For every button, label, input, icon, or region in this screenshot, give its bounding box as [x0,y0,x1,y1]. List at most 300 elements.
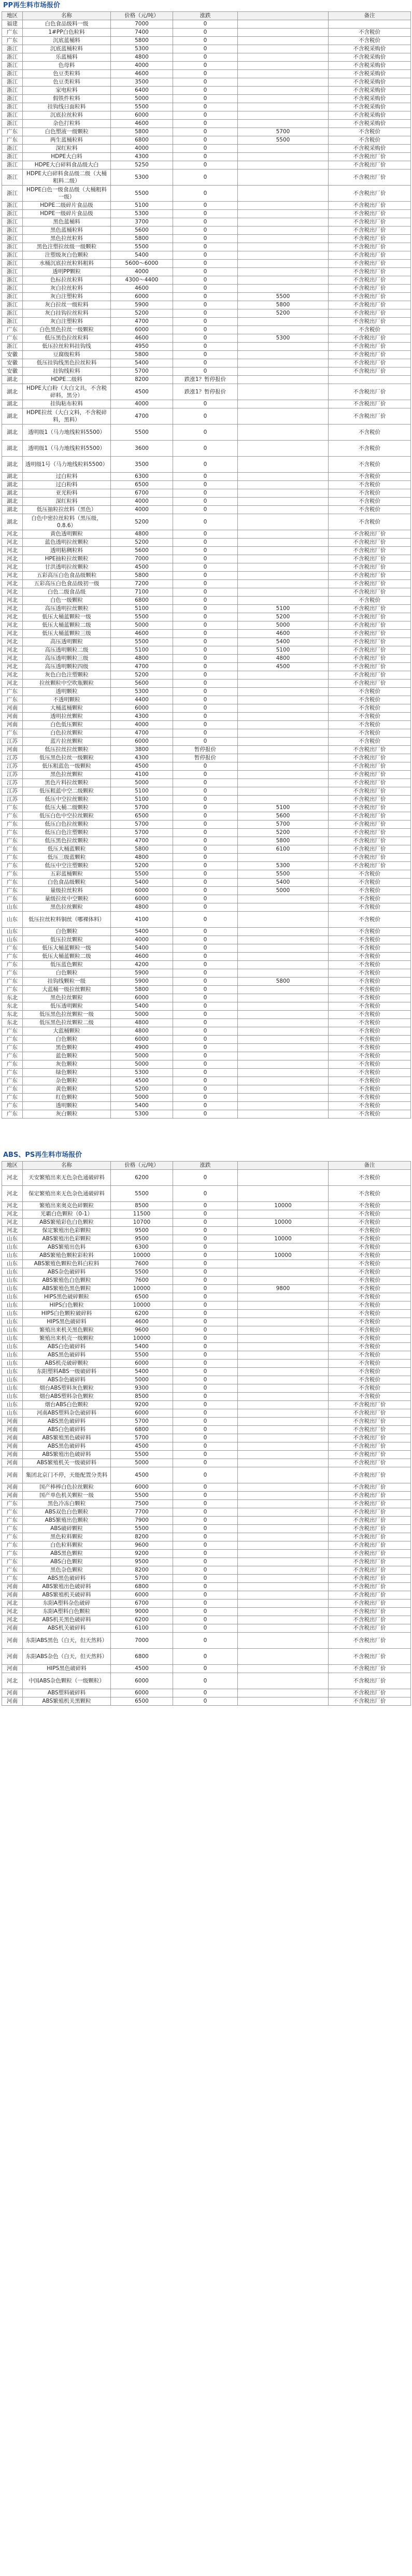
cell-region: 河北 [2,680,23,688]
cell-extra [238,1649,329,1665]
cell-note: 不含税价 [329,136,411,145]
cell-name: 保定繁殖出色彩颗粒 [23,1227,111,1235]
cell-change: 0 [173,260,238,268]
header-region: 地区 [2,1162,23,1170]
cell-name: 白色食品级料一级 [23,20,111,29]
cell-name: 低压黑色拉丝颗粒一级 [23,1011,111,1019]
cell-region: 浙江 [2,70,23,78]
cell-name: HDPE拉丝（大白文料，不含税碎料，黑料） [23,408,111,424]
table-row [2,613,411,621]
table-row [2,1665,411,1673]
cell-name: ABS机关破碎料 [23,1624,111,1633]
cell-note: 不含税价 [329,1170,411,1186]
cell-change: 0 [173,326,238,334]
cell-note: 不含税出厂价 [329,663,411,671]
cell-region: 广东 [2,986,23,994]
cell-change: 0 [173,1052,238,1060]
table-row [2,1697,411,1706]
cell-region: 山东 [2,1285,23,1293]
cell-region: 山东 [2,1401,23,1409]
cell-region: 浙江 [2,153,23,161]
cell-price: 8200 [111,1533,173,1541]
cell-region: 河南 [2,1418,23,1426]
cell-change: 0 [173,820,238,829]
cell-note: 不含税价 [329,986,411,994]
cell-region: 河北 [2,597,23,605]
table-row [2,944,411,953]
cell-price: 4100 [111,912,173,928]
cell-extra [238,1060,329,1069]
cell-change: 0 [173,1442,238,1451]
cell-name: 繁殖出来机壳一级颗粒 [23,1335,111,1343]
cell-note: 不含税出厂价 [329,1673,411,1689]
cell-extra: 5100 [238,804,329,812]
cell-name: 低压挂钩线黑色拉丝粒料 [23,359,111,367]
table-row [2,655,411,663]
cell-change: 0 [173,986,238,994]
table-row [2,1376,411,1384]
cell-region: 河北 [2,1210,23,1219]
table-row [2,514,411,530]
header-region: 地区 [2,12,23,20]
cell-price: 5500 [111,1451,173,1459]
cell-name: 黑色杂色颗粒 [23,1566,111,1575]
cell-extra [238,1094,329,1102]
cell-price: 5900 [111,969,173,978]
cell-name: ABS繁殖机关一级破碎料 [23,1459,111,1467]
cell-name: 黄色颗粒 [23,1085,111,1094]
cell-name: HIPS黑色破碎料 [23,1665,111,1673]
cell-note: 不含税价 [329,738,411,746]
cell-note: 不含税价 [329,1368,411,1376]
table-row [2,1624,411,1633]
table-row [2,588,411,597]
cell-price: 5900 [111,301,173,309]
cell-extra [238,1442,329,1451]
table-row [2,1566,411,1575]
cell-name: 低压粗蓝中空二级颗粒 [23,787,111,796]
cell-price: 5800 [111,845,173,854]
cell-price: 5100 [111,202,173,210]
cell-name: 灰色颗粒 [23,1060,111,1069]
cell-price: 6000 [111,895,173,903]
cell-note: 不含税出厂价 [329,268,411,276]
cell-region: 广东 [2,870,23,879]
cell-price: 4800 [111,854,173,862]
cell-change: 0 [173,994,238,1002]
cell-name: 黑色注塑拉丝级一级颗粒 [23,243,111,251]
cell-extra [238,145,329,153]
table-row [2,489,411,498]
cell-extra [238,721,329,729]
cell-note: 不含税出厂价 [329,1426,411,1434]
table-row [2,1069,411,1077]
cell-region: 江苏 [2,738,23,746]
cell-extra [238,1508,329,1517]
cell-region: 河南 [2,1591,23,1600]
table-row [2,1459,411,1467]
table-row [2,1550,411,1558]
cell-extra: 5800 [238,837,329,845]
cell-name: 低压三级蓝颗粒 [23,854,111,862]
cell-note: 不含税价 [329,1186,411,1202]
table-row [2,978,411,986]
table-row [2,45,411,53]
table-row [2,580,411,588]
price-table-pp [2,11,411,1119]
cell-name: 透明颗粒 [23,1102,111,1110]
cell-name: 保定繁殖出来无色杂色通破碎料 [23,1186,111,1202]
cell-extra [238,1368,329,1376]
cell-change: 0 [173,473,238,481]
cell-change: 0 [173,1525,238,1533]
cell-price: 6100 [111,1624,173,1633]
cell-region: 山东 [2,1393,23,1401]
cell-price: 9200 [111,1550,173,1558]
cell-extra [238,754,329,762]
cell-region: 山东 [2,1351,23,1360]
cell-region: 广东 [2,895,23,903]
cell-extra [238,235,329,243]
cell-extra: 5800 [238,301,329,309]
cell-extra [238,473,329,481]
cell-price: 5800 [111,572,173,580]
cell-name: 透明粘稠粒料 [23,547,111,555]
table-row [2,20,411,29]
cell-note: 不含税出厂价 [329,829,411,837]
cell-note: 不含税出厂价 [329,343,411,351]
cell-extra: 9800 [238,1285,329,1293]
cell-note: 不含税出厂价 [329,1583,411,1591]
cell-price: 5800 [111,986,173,994]
cell-region: 河北 [2,1202,23,1210]
cell-extra [238,1492,329,1500]
table-row [2,1011,411,1019]
cell-change: 0 [173,1219,238,1227]
cell-price: 6800 [111,136,173,145]
cell-note: 不含税出厂价 [329,293,411,301]
cell-region: 山东 [2,1293,23,1301]
cell-name: 低压拉丝颗粒 [23,936,111,944]
cell-name: ABS繁殖机关破碎料 [23,1591,111,1600]
cell-extra: 5700 [238,128,329,136]
cell-price: 9200 [111,1401,173,1409]
cell-region: 河北 [2,1608,23,1616]
cell-region: 山东 [2,1326,23,1335]
cell-name: 高压透明拉丝颗粒 [23,605,111,613]
table-row [2,202,411,210]
table-row [2,1649,411,1665]
cell-region: 河北 [2,1219,23,1227]
cell-change: 0 [173,1318,238,1326]
cell-extra [238,251,329,260]
cell-extra: 5300 [238,862,329,870]
cell-name: 深红粒料 [23,498,111,506]
cell-region: 河南 [2,1467,23,1483]
table-row [2,936,411,944]
cell-extra [238,169,329,186]
cell-price: 6700 [111,489,173,498]
cell-change: 0 [173,1401,238,1409]
cell-region: 广东 [2,862,23,870]
cell-change: 0 [173,613,238,621]
cell-change: 0 [173,506,238,514]
cell-note: 不含税价 [329,29,411,37]
cell-note: 不含税价 [329,597,411,605]
cell-region: 山东 [2,1235,23,1243]
table-row [2,1170,411,1186]
cell-name: 五彩高压白色食品级颗粒 [23,572,111,580]
cell-region: 河南 [2,1697,23,1706]
cell-name: ABS机关黑色破碎料 [23,1616,111,1624]
cell-extra [238,1467,329,1483]
cell-name: 透明级1（马力地线粒料5500） [23,424,111,441]
cell-region: 浙江 [2,343,23,351]
cell-note: 不含税价 [329,704,411,713]
cell-region: 山东 [2,1243,23,1252]
cell-extra [238,1451,329,1459]
cell-extra [238,1085,329,1094]
cell-name: ABS黑色破碎料 [23,1575,111,1583]
cell-price: 4500 [111,762,173,771]
cell-price: 5500 [111,870,173,879]
cell-price: 7000 [111,20,173,29]
table-row [2,145,411,153]
table-row [2,1052,411,1060]
cell-note: 不含税出厂价 [329,309,411,318]
cell-extra [238,1002,329,1011]
cell-region: 广东 [2,1517,23,1525]
cell-extra [238,1426,329,1434]
cell-region: 山东 [2,1368,23,1376]
cell-name: 低压透明颗粒 [23,1002,111,1011]
cell-extra [238,1558,329,1566]
cell-name: ABS白色破碎料 [23,1343,111,1351]
cell-name: 东阳A塑料白色颗粒 [23,1608,111,1616]
cell-note: 不含税价 [329,1360,411,1368]
cell-extra [238,1673,329,1689]
cell-region: 河北 [2,1227,23,1235]
cell-name: ABS繁殖色颗粒色料白粒料 [23,1260,111,1268]
header-change: 涨跌 [173,1162,238,1170]
cell-region: 河南 [2,704,23,713]
table-row [2,1393,411,1401]
cell-extra [238,1376,329,1384]
cell-extra [238,408,329,424]
cell-name: 黄色透明颗粒 [23,530,111,539]
cell-name: HDPE大白料 [23,153,111,161]
cell-price: 4000 [111,506,173,514]
table-row [2,1608,411,1616]
table-row [2,1673,411,1689]
cell-price: 9600 [111,1326,173,1335]
cell-name: 白色颗粒 [23,928,111,936]
cell-note: 不含税采购价 [329,87,411,95]
table-row [2,1227,411,1235]
table-row [2,862,411,870]
table-row [2,301,411,309]
cell-note [329,20,411,29]
cell-extra [238,1533,329,1541]
cell-extra: 5400 [238,638,329,646]
cell-extra [238,944,329,953]
cell-extra [238,276,329,285]
cell-extra [238,87,329,95]
cell-note: 不含税价 [329,696,411,704]
cell-region: 东北 [2,1002,23,1011]
cell-price: 5100 [111,646,173,655]
cell-note: 不含税价 [329,1351,411,1360]
table-row [2,638,411,646]
cell-price: 5500 [111,638,173,646]
cell-note: 不含税价 [329,1019,411,1027]
cell-price: 7600 [111,1277,173,1285]
cell-change: 0 [173,978,238,986]
cell-extra: 5600 [238,812,329,820]
cell-change: 0 [173,688,238,696]
section-title-abs-ps: ABS、PS再生料市场报价 [3,1151,82,1159]
cell-region: 浙江 [2,53,23,62]
cell-change: 0 [173,514,238,530]
cell-note: 不含税出厂价 [329,655,411,663]
table-row [2,78,411,87]
cell-note: 不含税出厂价 [329,202,411,210]
cell-name: 挂钩线颗粒一级 [23,978,111,986]
table-row [2,169,411,186]
cell-price: 3500 [111,457,173,473]
cell-note: 不含税价 [329,1268,411,1277]
cell-price: 4300 [111,713,173,721]
cell-region: 浙江 [2,169,23,186]
cell-note: 不含税出厂价 [329,680,411,688]
cell-extra: 5000 [238,621,329,630]
cell-change: 0 [173,1418,238,1426]
cell-name: 东阳ABS杂色（白天，但天然料） [23,1649,111,1665]
cell-name: 大蓝桶颗粒 [23,1027,111,1036]
cell-name: 烟台ABS塑料杂色颗粒 [23,1393,111,1401]
cell-note: 不含税价 [329,1343,411,1351]
header-name: 名称 [23,1162,111,1170]
cell-change: 0 [173,343,238,351]
cell-extra [238,45,329,53]
cell-price: 4700 [111,408,173,424]
cell-region: 浙江 [2,243,23,251]
table-row [2,953,411,961]
cell-region: 浙江 [2,276,23,285]
cell-name: 绿色颗粒 [23,1069,111,1077]
cell-extra [238,120,329,128]
cell-change: 0 [173,1036,238,1044]
table-row [2,903,411,912]
table-row [2,1418,411,1426]
table-row [2,1541,411,1550]
cell-extra [238,1434,329,1442]
cell-note: 不含税出厂价 [329,854,411,862]
cell-name: 注塑级灰白色颗粒 [23,251,111,260]
cell-name: 过白粉料 [23,481,111,489]
cell-price: 8200 [111,1566,173,1575]
table-row [2,1293,411,1301]
cell-change: 0 [173,1360,238,1368]
cell-name: 东阳A塑料杂色破碎 [23,1600,111,1608]
cell-extra [238,671,329,680]
table-row [2,539,411,547]
cell-note: 不含税价 [329,481,411,489]
cell-price: 5400 [111,1002,173,1011]
cell-change: 0 [173,1085,238,1094]
cell-name: HDPE一级碎片食品级 [23,210,111,218]
cell-change: 0 [173,1293,238,1301]
cell-note: 不含税出厂价 [329,243,411,251]
cell-extra [238,1697,329,1706]
cell-extra [238,1227,329,1235]
cell-name: 低压黑色拉丝一级颗粒 [23,754,111,762]
header-extra [238,12,329,20]
cell-extra [238,161,329,169]
cell-name: ABS白色颗粒 [23,1558,111,1566]
cell-region: 广东 [2,1102,23,1110]
cell-price: 7000 [111,555,173,563]
cell-region: 浙江 [2,45,23,53]
cell-change: 跌涨1？暂停报价 [173,376,238,384]
cell-extra [238,227,329,235]
cell-price: 11500 [111,1210,173,1219]
cell-note: 不含税出厂价 [329,547,411,555]
cell-name: 蓝片拉丝颗粒 [23,738,111,746]
cell-region: 河南 [2,746,23,754]
table-row [2,70,411,78]
cell-price: 5400 [111,1102,173,1110]
cell-note: 不含税价 [329,37,411,45]
cell-change: 0 [173,953,238,961]
cell-note: 不含税出厂价 [329,1558,411,1566]
cell-price: 7900 [111,1517,173,1525]
table-row [2,218,411,227]
cell-price: 7100 [111,588,173,597]
cell-change: 0 [173,1550,238,1558]
cell-extra [238,1293,329,1301]
table-row [2,1219,411,1227]
cell-change: 0 [173,1558,238,1566]
cell-region: 浙江 [2,235,23,243]
cell-extra [238,986,329,994]
cell-note: 不含税出厂价 [329,1451,411,1459]
cell-note: 不含税出厂价 [329,845,411,854]
cell-change: 0 [173,1060,238,1069]
cell-change: 0 [173,1277,238,1285]
cell-region: 河南 [2,721,23,729]
cell-note: 不含税价 [329,928,411,936]
cell-region: 广东 [2,29,23,37]
table-row [2,1094,411,1102]
cell-price: 5700 [111,804,173,812]
cell-note: 不含税采购价 [329,45,411,53]
cell-change: 0 [173,218,238,227]
cell-extra: 5300 [238,334,329,343]
cell-region: 广东 [2,1044,23,1052]
cell-region: 湖北 [2,457,23,473]
cell-note: 不含税出厂价 [329,1492,411,1500]
table-row [2,227,411,235]
cell-region: 江苏 [2,779,23,787]
cell-change: 0 [173,1019,238,1027]
cell-price: 5000 [111,1094,173,1102]
cell-change: 0 [173,787,238,796]
cell-price: 5000 [111,1060,173,1069]
cell-change: 0 [173,796,238,804]
cell-region: 河北 [2,1673,23,1689]
cell-name: 透明颗粒 [23,688,111,696]
